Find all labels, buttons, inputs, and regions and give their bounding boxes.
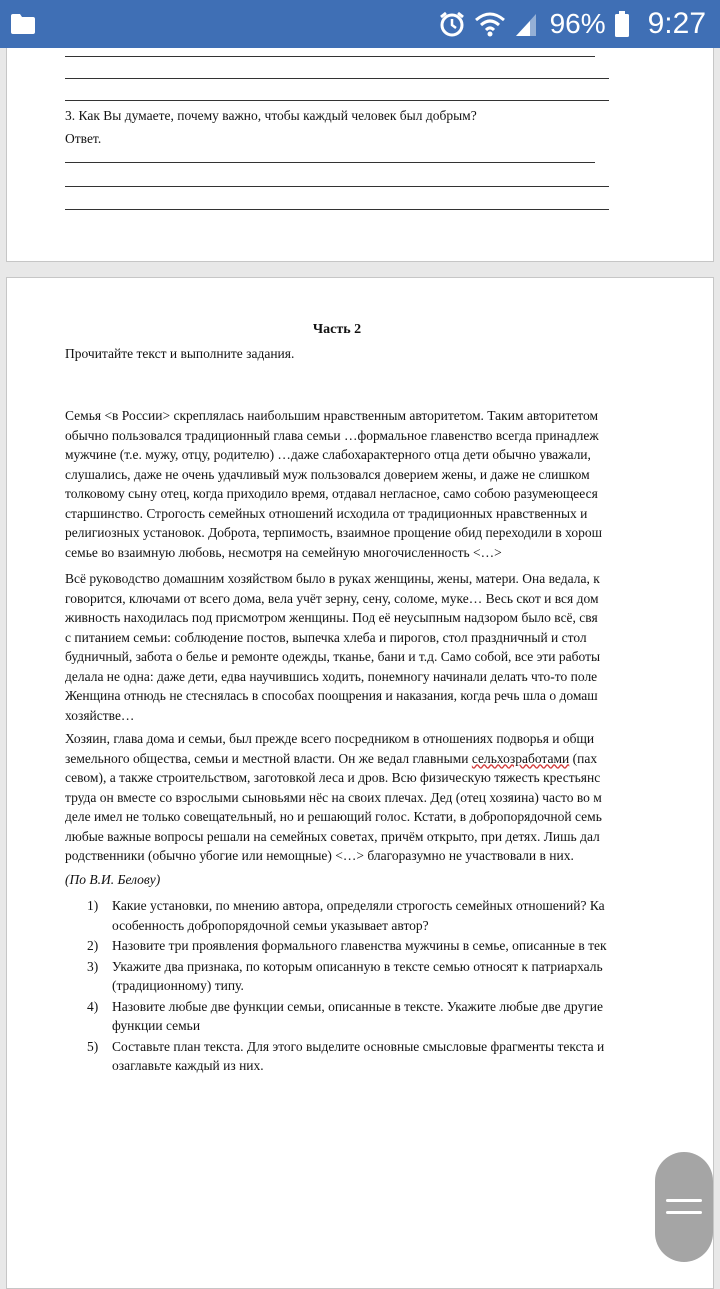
text-line [65,749,631,769]
answer-line [65,162,595,163]
question-3: 3. Как Вы думаете, почему важно, чтобы каждый человек был добрым? [65,108,477,123]
task-number: 2) [87,938,99,953]
document-page-2 [6,277,714,1289]
task-text: особенность добропорядочной семьи указывает автор? [112,917,429,933]
answer-label: Ответ. [65,131,102,146]
task-number: 3) [87,958,99,974]
text-line: толковому сыну отец, когда приходило время, отдавал негласное, само собою разумеющееся [65,486,598,501]
text-line: Хозяин, глава дома и семьи, был прежде всего посредником в отношениях подворья и общи [65,731,595,746]
task-number: 5) [87,1038,99,1054]
text-line: слушались, даже не очень удачливый муж пользовался доверием жены, и даже не слишком [65,466,590,482]
text-line: религиозных установок. Доброта, терпимость, взаимное прощение обид переходили в хорош [65,525,602,540]
task-text: озаглавьте каждый из них. [112,1058,264,1073]
text-line-spellcheck: земельного общества, семьи и местной власти. Он же ведал главными сельхозработами (пах [65,750,598,766]
answer-line [65,56,595,57]
menu-icon [666,1211,702,1214]
text-line: живность находилась под присмотром женщины. Под её неусыпным надзором было всё, свя [65,610,598,625]
paragraph-3 [65,729,631,866]
text-line: Женщина отнюдь не стеснялась в способах поощрения и наказания, когда речь шла о домаш [65,688,598,703]
task-number: 1) [87,898,99,913]
task-item [87,997,633,1036]
text-line: мужчине (т.е. мужу, отцу, родителю) …даже слабохарактерного отца дети обычно уважали, [65,447,591,462]
task-number: 4) [87,998,99,1014]
task-text: Укажите два признака, по которым описанную в тексте семью относят к патриархаль [112,958,603,974]
task-item [87,896,633,935]
text-line: с питанием семьи: соблюдение постов, выпечка хлеба и пирогов, стол праздничный и стол [65,629,587,645]
text-line: будничный, забота о белье и ремонте одежды, тканье, бани и т.д. Само собой, все эти работы [65,649,601,664]
task-item [87,957,633,996]
text-line: делала не одна: даже дети, едва научившись ходить, понемногу начинали делать что-то поле [65,668,598,684]
text-line: деле имел не только совещательный, но и решающий голос. Кстати, в добропорядочной семь [65,809,602,824]
task-text: функции семьи [112,1018,201,1033]
answer-line [65,209,609,210]
wifi-icon [474,10,506,38]
paragraph-1 [65,406,631,562]
task-text: Составьте план текста. Для этого выделите основные смысловые фрагменты текста и [112,1038,605,1054]
text-line: хозяйстве… [65,707,135,723]
text-line: любые важные вопросы решали на семейных советах, причём открыто, при детях. Лишь дал [65,828,600,844]
status-bar [0,0,720,48]
folder-icon [10,13,36,35]
signal-icon [514,10,538,38]
text-line: Семья <в России> скреплялась наибольшим нравственным авторитетом. Таким авторитетом [65,408,598,423]
text-line: говорится, ключами от всего дома, вела учёт зерну, сену, соломе, муке… Весь скот и вся дом [65,590,599,606]
answer-line [65,100,609,101]
text-line: семье во взаимную любовь, несмотря на семейную многочисленность <…> [65,544,502,560]
battery-icon [614,10,630,38]
menu-icon [666,1199,702,1202]
task-text: (традиционному) типу. [112,978,244,993]
answer-line [65,186,609,187]
text-line: родственники (обычно убогие или немощные) <…> благоразумно не участвовали в них. [65,848,574,863]
text-line: старшинство. Строгость семейных отношений исходила от традиционных нравственных и [65,505,588,521]
task-text: Назовите любые две функции семьи, описанные в тексте. Укажите любые две другие [112,998,603,1014]
task-item [87,1037,633,1076]
text-line: Всё руководство домашним хозяйством было в руках женщины, жены, матери. Она ведала, к [65,571,600,586]
spellcheck-underline: сельхозработами [471,750,570,766]
task-list [87,896,633,1077]
part-title: Часть 2 [312,322,362,337]
document-page-1 [6,48,714,262]
menu-fab-button[interactable] [655,1152,713,1262]
instruction: Прочитайте текст и выполните задания. [65,346,295,361]
clock: 9:27 [647,7,706,40]
text-line: труда он вместе со взрослыми сыновьями нёс на своих плечах. Дед (отец хозяина) часто во м [65,789,602,805]
battery-percentage: 96% [549,8,606,39]
task-text: Назовите три проявления формального главенства мужчины в семье, описанные в тек [112,938,607,953]
text-line: севом), а также строительством, заготовкой леса и дров. Всю физическую тяжесть крестьянс [65,770,601,785]
author-attribution: (По В.И. Белову) [65,872,161,887]
answer-line [65,78,609,79]
text-line: обычно пользовался традиционный глава семьи …формальное главенство всегда принадлеж [65,427,599,443]
paragraph-2 [65,569,631,725]
task-item [87,936,633,956]
alarm-icon [438,10,466,38]
task-text: Какие установки, по мнению автора, определяли строгость семейных отношений? Ка [112,898,605,913]
